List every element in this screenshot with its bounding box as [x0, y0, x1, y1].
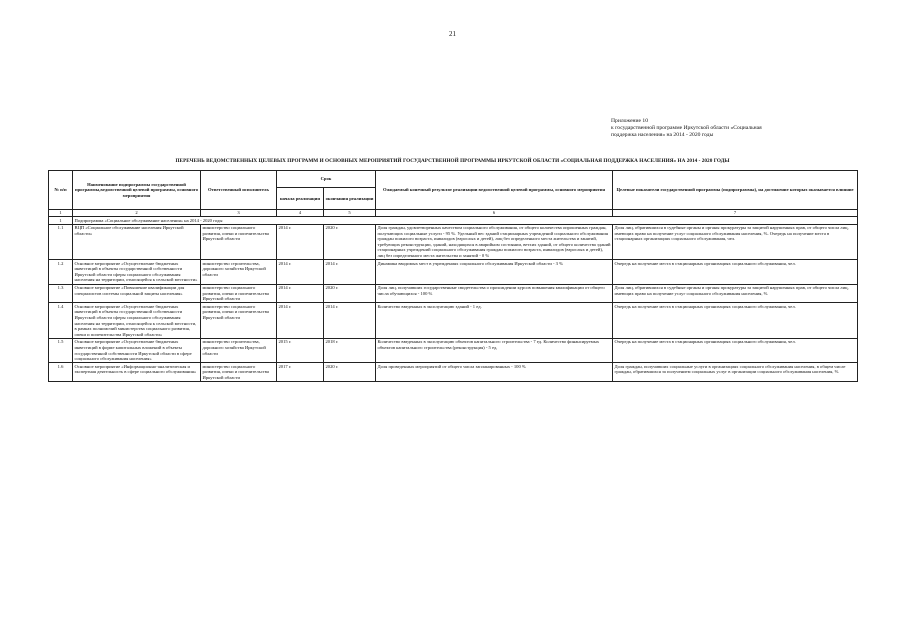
row-name: Основное мероприятие «Осуществление бюджетных инвестиций в форме капитальных вложений в объекты государственной собственности Иркутской области в сфере социального обслуживания населения»: [73, 338, 201, 362]
row-end: 2020 г.: [324, 363, 376, 382]
row-end: 2020 г.: [324, 224, 376, 260]
row-name: Основное мероприятие «Осуществление бюджетных инвестиций в объекты государственной собственности Иркутской области сферы социального обслуживания населения на территории, относящейся к сельской местности»: [73, 260, 201, 284]
row-responsible: министерство социального развития, опеки и попечительства Иркутской области: [201, 363, 277, 382]
header-indicators: Целевые показатели государственной программы (подпрограммы), на достижение которых оказывается влияние: [613, 171, 858, 210]
row-indicators: Доля граждан, получивших социальные услуги в организациях социального обслуживания населения, в общем числе граждан, обратившихся за получением социальных услуг в организации социального обслуживания населения, %: [613, 363, 858, 382]
appendix-line: Приложение 10: [611, 118, 649, 124]
row-start: 2017 г.: [277, 363, 324, 382]
column-number: 5: [324, 210, 376, 217]
row-indicators: Доля лиц, обратившихся в судебные органы и органы прокуратуры за защитой нарушенных прав, от общего числа лиц, имеющих право на получение услуг социального обслуживания населения, %. Очередь на получение места в стационарных организациях социального обслуживания, чел.: [613, 224, 858, 260]
appendix-line: к государственной программе Иркутской области «Социальная: [611, 125, 762, 131]
row-result: Доля лиц, получивших государственные свидетельства о прохождении курсов повышения квалификации от общего числа обучающихся - 100 %: [376, 284, 613, 303]
row-num: 1.6: [49, 363, 73, 382]
row-num: 1.3: [49, 284, 73, 303]
row-start: 2014 г.: [277, 303, 324, 339]
subprogram-num: 1: [49, 217, 73, 225]
row-start: 2014 г.: [277, 224, 324, 260]
row-end: 2020 г.: [324, 284, 376, 303]
row-name: Основное мероприятие «Повышение квалификации для специалистов системы социальной защиты населения»: [73, 284, 201, 303]
document-title: ПЕРЕЧЕНЬ ВЕДОМСТВЕННЫХ ЦЕЛЕВЫХ ПРОГРАММ И ОСНОВНЫХ МЕРОПРИЯТИЙ ГОСУДАРСТВЕННОЙ ПРОГРАММЫ ИРКУТСКОЙ ОБЛАСТИ «СОЦИАЛЬНАЯ ПОДДЕРЖКА НАСЕЛЕНИЯ» НА 2014 - 2020 ГОДЫ: [175, 158, 730, 164]
header-num: № п/п: [49, 171, 73, 210]
row-num: 1.2: [49, 260, 73, 284]
row-end: 2014 г.: [324, 260, 376, 284]
row-responsible: министерство строительства, дорожного хозяйства Иркутской области: [201, 260, 277, 284]
row-responsible: министерство социального развития, опеки и попечительства Иркутской области: [201, 284, 277, 303]
row-num: 1.4: [49, 303, 73, 339]
row-num: 1.5: [49, 338, 73, 362]
row-end: 2014 г.: [324, 303, 376, 339]
header-row: [49, 171, 858, 188]
row-end: 2018 г.: [324, 338, 376, 362]
header-result: Ожидаемый конечный результат реализации ведомственной целевой программы, основного мероприятия: [376, 171, 613, 210]
table-row: [49, 224, 858, 260]
row-indicators: Очередь на получение места в стационарных организациях социального обслуживания, чел.: [613, 338, 858, 362]
header-start: начала реализации: [277, 188, 324, 210]
programs-table: [48, 170, 858, 382]
row-start: 2014 г.: [277, 284, 324, 303]
column-number: 2: [73, 210, 201, 217]
header-end: окончания реализации: [324, 188, 376, 210]
column-number: 3: [201, 210, 277, 217]
row-result: Количество введенных в эксплуатацию зданий - 1 ед.: [376, 303, 613, 339]
table-row: [49, 338, 858, 362]
appendix-note: [611, 118, 811, 139]
row-num: 1.1: [49, 224, 73, 260]
column-numbers-row: [49, 210, 858, 217]
column-number: 4: [277, 210, 324, 217]
row-responsible: министерство социального развития, опеки и попечительства Иркутской области: [201, 224, 277, 260]
row-result: Доля граждан, удовлетворенных качеством социального обслуживания, от общего количества опрошенных граждан, получающих социальные услуги - 95 %. Удельный вес зданий стационарных учреждений социального обслуживания граждан пожилого возраста, инвалидов (взрослых и детей), лиц без определенного места жительства и занятий, требующих реконструкции, зданий, находящихся в аварийном состоянии, ветхих зданий, от общего количества зданий стационарных учреждений социального обслуживания граждан пожилого возраста, инвалидов (взрослых и детей), лиц без определенного места жительства и занятий - 0 %: [376, 224, 613, 260]
row-result: Количество введенных в эксплуатацию объектов капитального строительства - 7 ед. Количество финансируемых объектов капитального строительства (реконструкция) - 5 ед.: [376, 338, 613, 362]
subprogram-title: Подпрограмма «Социальное обслуживание населения» на 2014 - 2020 годы: [73, 217, 858, 225]
subprogram-row: [49, 217, 858, 225]
row-result: Динамика вводимых мест в учреждениях социального обслуживания Иркутской области - 3 %: [376, 260, 613, 284]
row-indicators: Доля лиц, обратившихся в судебные органы и органы прокуратуры за защитой нарушенных прав, от общего числа лиц, имеющих право на получение услуг социального обслуживания населения, %: [613, 284, 858, 303]
row-indicators: Очередь на получение места в стационарных организациях социального обслуживания, чел.: [613, 303, 858, 339]
appendix-line: поддержка населения» на 2014 - 2020 годы: [611, 132, 714, 138]
row-start: 2014 г.: [277, 260, 324, 284]
column-number: 6: [376, 210, 613, 217]
page-number: 21: [449, 30, 456, 38]
table-row: [49, 363, 858, 382]
row-name: ВЦП «Социальное обслуживание населения Иркутской области»: [73, 224, 201, 260]
row-responsible: министерство социального развития, опеки и попечительства Иркутской области: [201, 303, 277, 339]
row-result: Доля проведенных мероприятий от общего числа запланированных - 100 %: [376, 363, 613, 382]
row-responsible: министерство строительства, дорожного хозяйства Иркутской области: [201, 338, 277, 362]
column-number: 7: [613, 210, 858, 217]
row-name: Основное мероприятие «Информационно-аналитическая и экспертная деятельность в сфере социального обслуживания»: [73, 363, 201, 382]
row-name: Основное мероприятие «Осуществление бюджетных инвестиций в объекты государственной собственности Иркутской области сферы социального обслуживания населения на территории, относящейся к сельской местности, в рамках полномочий министерства социального развития, опеки и попечительства Иркутской области»: [73, 303, 201, 339]
table-row: [49, 284, 858, 303]
row-indicators: Очередь на получение места в стационарных организациях социального обслуживания, чел.: [613, 260, 858, 284]
row-start: 2015 г.: [277, 338, 324, 362]
column-number: 1: [49, 210, 73, 217]
table-row: [49, 303, 858, 339]
table-row: [49, 260, 858, 284]
header-term: Срок: [277, 171, 376, 188]
header-responsible: Ответственный исполнитель: [201, 171, 277, 210]
header-name: Наименование подпрограммы государственной программы,ведомственной целевой программы, основного мероприятия: [73, 171, 201, 210]
